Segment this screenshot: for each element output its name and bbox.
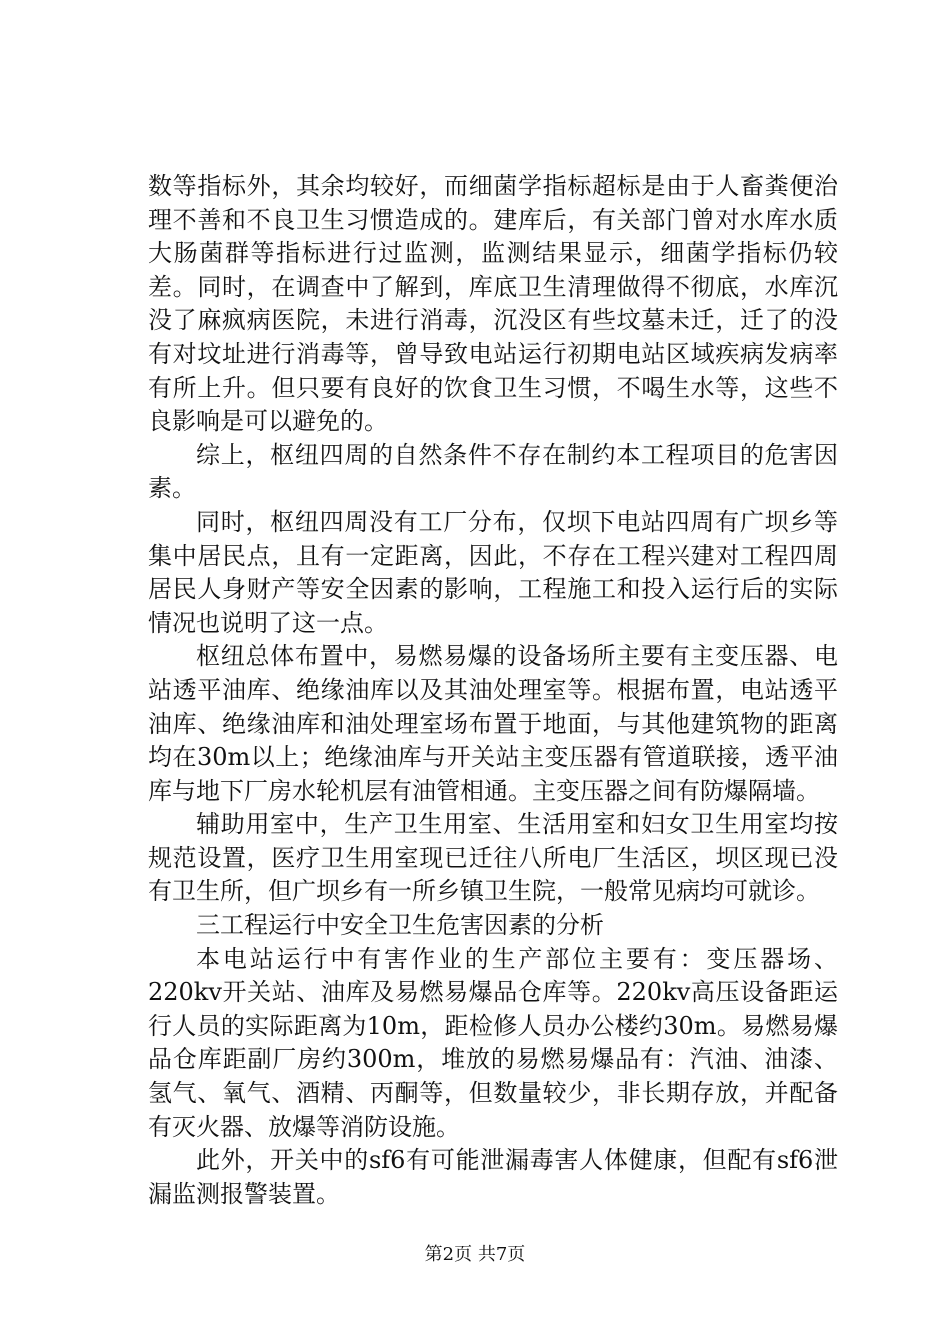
paragraph-hazard-locations: 本电站运行中有害作业的生产部位主要有：变压器场、220kv开关站、油库及易燃易爆品仓库等。220kv高压设备距运行人员的实际距离为10m，距检修人员办公楼约30m。易燃易爆品仓库距副厂房约300m，堆放的易燃易爆品有：汽油、油漆、氢气、氧气、酒精、丙酮等，但数量较少，非长期存放，并配备有灭火器、放爆等消防设施。 (148, 944, 838, 1141)
paragraph-auxiliary-rooms: 辅助用室中，生产卫生用室、生活用室和妇女卫生用室均按规范设置，医疗卫生用室现已迁往八所电厂生活区，坝区现已没有卫生所，但广坝乡有一所乡镇卫生院，一般常见病均可就诊。 (148, 810, 838, 906)
paragraph-surroundings: 同时，枢纽四周没有工厂分布，仅坝下电站四周有广坝乡等集中居民点，且有一定距离，因此，不存在工程兴建对工程四周居民人身财产等安全因素的影响，工程施工和投入运行后的实际情况也说明了这一点。 (148, 507, 838, 637)
page-number-footer: 第2页 共7页 (424, 1244, 526, 1265)
section-heading: 三工程运行中安全卫生危害因素的分析 (196, 911, 604, 940)
paragraph-summary: 综上，枢纽四周的自然条件不存在制约本工程项目的危害因素。 (148, 440, 838, 503)
document-body (148, 170, 838, 1211)
paragraph-sf6: 此外，开关中的sf6有可能泄漏毒害人体健康，但配有sf6泄漏监测报警装置。 (148, 1146, 838, 1208)
paragraph-layout: 枢纽总体布置中，易燃易爆的设备场所主要有主变压器、电站透平油库、绝缘油库以及其油处理室等。根据布置，电站透平油库、绝缘油库和油处理室场布置于地面，与其他建筑物的距离均在30m以上；绝缘油库与开关站主变压器有管道联接，透平油库与地下厂房水轮机层有油管相通。主变压器之间有防爆隔墙。 (148, 642, 838, 805)
paragraph-continuation: 数等指标外，其余均较好，而细菌学指标超标是由于人畜粪便治理不善和不良卫生习惯造成的。建库后，有关部门曾对水库水质大肠菌群等指标进行过监测，监测结果显示，细菌学指标仍较差。同时，在调查中了解到，库底卫生清理做得不彻底，水库沉没了麻疯病医院，未进行消毒，沉没区有些坟墓未迁，迁了的没有对坟址进行消毒等，曾导致电站运行初期电站区域疾病发病率有所上升。但只要有良好的饮食卫生习惯，不喝生水等，这些不良影响是可以避免的。 (148, 172, 838, 436)
